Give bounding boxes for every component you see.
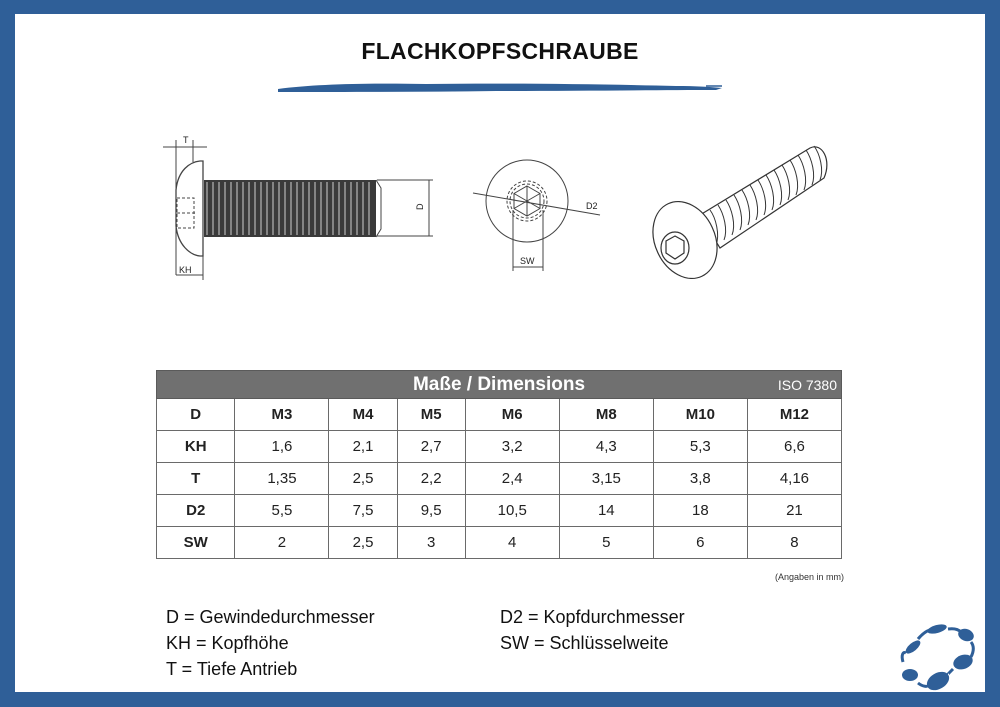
legend-item: SW = Schlüsselweite <box>500 633 669 653</box>
cell: 3,8 <box>653 463 747 495</box>
page-title: FLACHKOPFSCHRAUBE <box>361 38 639 64</box>
table-row-d2 <box>157 495 842 527</box>
table-row-sw <box>157 527 842 559</box>
unit-note: (Angaben in mm) <box>774 572 844 582</box>
legend-item: D2 = Kopfdurchmesser <box>500 607 685 627</box>
row-label: D <box>157 399 235 431</box>
row-label: SW <box>157 527 235 559</box>
svg-text:SW: SW <box>520 256 535 266</box>
legend-right <box>500 604 685 656</box>
side-view-drawing <box>155 130 445 285</box>
cell: 1,6 <box>235 431 329 463</box>
table-row-kh <box>157 431 842 463</box>
cell: 7,5 <box>329 495 397 527</box>
iso-view-drawing <box>650 140 840 285</box>
svg-text:D: D <box>415 203 425 210</box>
svg-text:D2: D2 <box>586 201 598 211</box>
frame-right <box>985 0 1000 707</box>
top-view-drawing <box>470 155 615 280</box>
label-t: T <box>183 135 189 145</box>
brush-stroke-underline <box>276 80 724 94</box>
svg-text:KH: KH <box>179 265 192 275</box>
cell: 6,6 <box>747 431 841 463</box>
table-title: Maße / Dimensions <box>412 373 586 395</box>
frame-bottom <box>0 692 1000 707</box>
row-label: D2 <box>157 495 235 527</box>
cell: M8 <box>559 399 653 431</box>
cell: 2,2 <box>397 463 465 495</box>
legend-left <box>166 604 375 682</box>
cell: 4 <box>465 527 559 559</box>
cell: 2,1 <box>329 431 397 463</box>
cell: 2,5 <box>329 463 397 495</box>
cell: 8 <box>747 527 841 559</box>
cell: 6 <box>653 527 747 559</box>
dimensions-table <box>156 370 842 559</box>
frame-left <box>0 0 15 707</box>
table-title-cell <box>157 371 842 399</box>
cell: M3 <box>235 399 329 431</box>
cell: 3,2 <box>465 431 559 463</box>
cell: 4,16 <box>747 463 841 495</box>
cell: M10 <box>653 399 747 431</box>
row-label: KH <box>157 431 235 463</box>
legend-item: KH = Kopfhöhe <box>166 633 289 653</box>
iso-standard-label: ISO 7380 <box>777 377 837 393</box>
cell: M4 <box>329 399 397 431</box>
cell: M5 <box>397 399 465 431</box>
cell: 3 <box>397 527 465 559</box>
cell: 10,5 <box>465 495 559 527</box>
cell: 1,35 <box>235 463 329 495</box>
legend-item: T = Tiefe Antrieb <box>166 659 298 679</box>
legend-item: D = Gewindedurchmesser <box>166 607 375 627</box>
cell: 5,3 <box>653 431 747 463</box>
row-label: T <box>157 463 235 495</box>
cell: 21 <box>747 495 841 527</box>
table-row-t <box>157 463 842 495</box>
cell: 2,7 <box>397 431 465 463</box>
table-row-d <box>157 399 842 431</box>
brand-logo-icon <box>893 617 985 692</box>
cell: 4,3 <box>559 431 653 463</box>
cell: 5 <box>559 527 653 559</box>
frame-top <box>0 0 1000 14</box>
cell: 3,15 <box>559 463 653 495</box>
cell: 14 <box>559 495 653 527</box>
cell: 5,5 <box>235 495 329 527</box>
cell: 2 <box>235 527 329 559</box>
cell: 2,4 <box>465 463 559 495</box>
cell: 2,5 <box>329 527 397 559</box>
cell: M6 <box>465 399 559 431</box>
cell: 9,5 <box>397 495 465 527</box>
cell: 18 <box>653 495 747 527</box>
cell: M12 <box>747 399 841 431</box>
